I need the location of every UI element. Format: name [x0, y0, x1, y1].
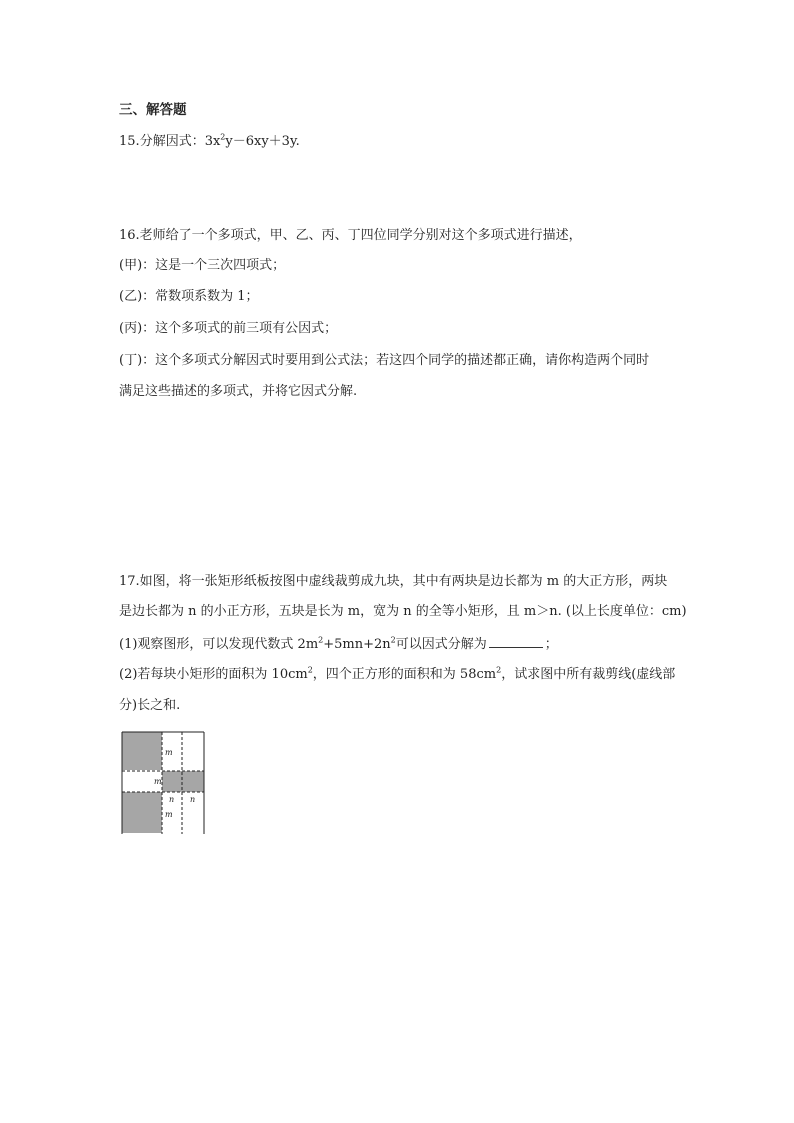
big-square-bottom-left: [122, 792, 162, 833]
q16-line-2: (甲)：这是一个三次四项式；: [119, 258, 286, 273]
q17-line-4: (2)若每块小矩形的面积为 $10cm^2$，四个正方形的面积和为 $58cm^2$，试求图中所有裁剪线(虚线部: [119, 665, 676, 682]
big-square-top-left: [122, 732, 162, 770]
q16-line-6: 满足这些描述的多项式，并将它因式分解.: [119, 384, 358, 399]
small-square-center: [162, 771, 182, 792]
q17-line-5: 分)长之和.: [119, 698, 181, 713]
q17-line-3: (1)观察图形，可以发现代数式 $2m^2+5mn+2n^2$可以因式分解为 ；: [119, 635, 558, 652]
cut-rectangle-figure: [121, 731, 207, 835]
q15-suffix: y－6xy＋3y.: [225, 134, 300, 149]
label-m-top: m: [165, 748, 173, 757]
q16-line-5: (丁)：这个多项式分解因式时要用到公式法；若这四个同学的描述都正确，请你构造两个同时: [119, 353, 650, 368]
label-m-bottom: m: [165, 810, 173, 819]
section-title: 三、解答题: [119, 102, 187, 118]
label-n-left: n: [169, 795, 175, 804]
q17-line-2: 是边长都为 n 的小正方形，五块是长为 m，宽为 n 的全等小矩形，且 m＞n. (以上长度单位：cm): [119, 604, 687, 619]
label-m-middle: m: [154, 777, 162, 786]
question-15: [119, 133, 300, 151]
label-n-right: n: [190, 795, 196, 804]
q15-prefix: 分解因式：3x: [139, 134, 221, 149]
q16-line-1: 16.老师给了一个多项式，甲、乙、丙、丁四位同学分别对这个多项式进行描述，: [119, 228, 582, 243]
small-square-center-right: [182, 771, 204, 792]
q16-line-3: (乙)：常数项系数为 1；: [119, 289, 259, 304]
q16-line-4: (丙)：这个多项式的前三项有公因式；: [119, 321, 338, 336]
q15-number: 15.: [119, 134, 140, 149]
q15-exponent: 2: [220, 132, 226, 142]
answer-blank[interactable]: [489, 635, 543, 648]
q17-line-1: 17.如图，将一张矩形纸板按图中虚线裁剪成九块，其中有两块是边长都为 m 的大正方形，两块: [119, 574, 668, 589]
